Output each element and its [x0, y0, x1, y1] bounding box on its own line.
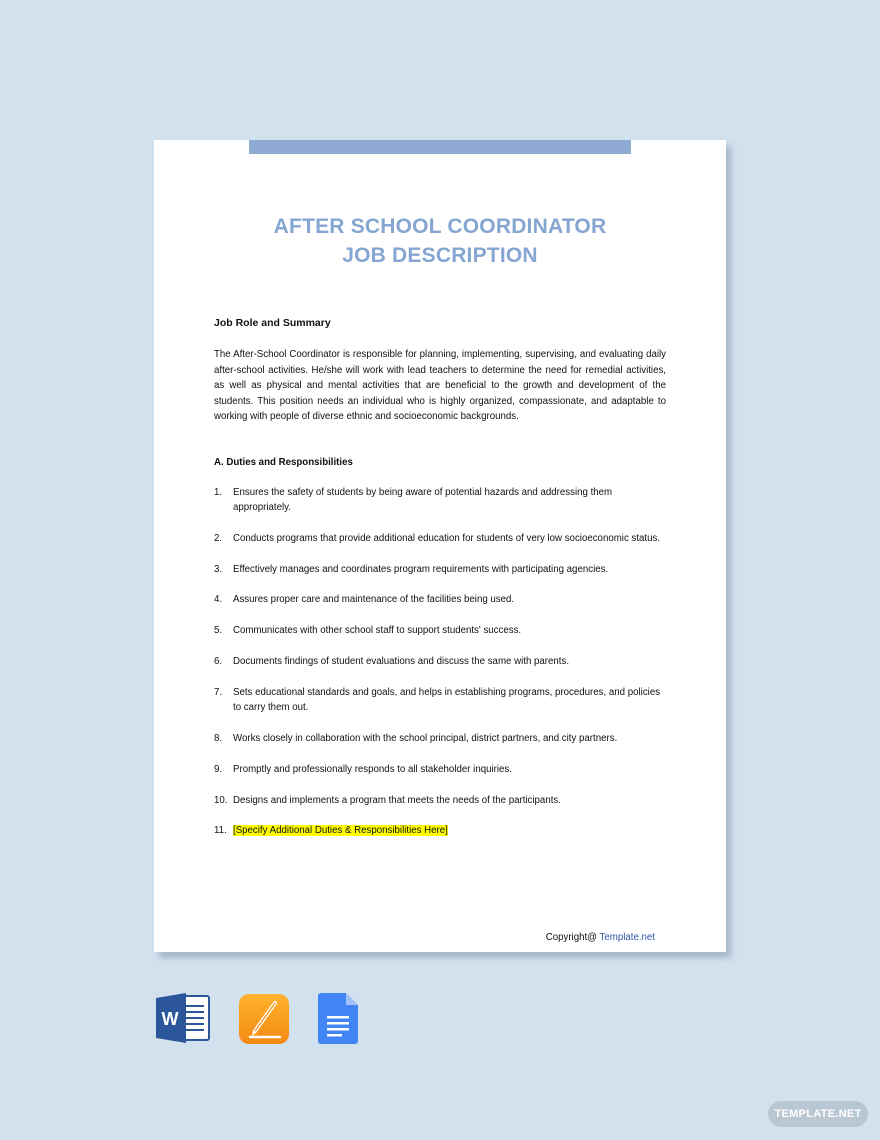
duty-item: [214, 762, 666, 778]
duty-item: [214, 731, 666, 747]
placeholder-highlight: [Specify Additional Duties & Responsibilities Here]: [233, 825, 448, 837]
word-icon[interactable]: [156, 993, 210, 1043]
duty-number: 7.: [214, 686, 223, 698]
duty-number: 9.: [214, 763, 223, 775]
pages-icon[interactable]: [238, 993, 290, 1045]
duty-text: Ensures the safety of students by being aware of potential hazards and addressing them appropriately.: [233, 486, 613, 513]
duty-item-placeholder: [214, 823, 666, 839]
duty-number: 5.: [214, 625, 223, 637]
template-net-watermark: TEMPLATE.NET: [768, 1101, 868, 1127]
duty-text: Communicates with other school staff to support students' success.: [233, 625, 522, 637]
duty-item: [214, 485, 666, 516]
duty-number: 1.: [214, 486, 223, 498]
document-page: [154, 140, 726, 952]
title-line-1: AFTER SCHOOL COORDINATOR: [273, 215, 607, 238]
duty-text: Conducts programs that provide additional education for students of very low socioeconomic status.: [233, 532, 661, 544]
copyright-prefix: Copyright@: [545, 932, 600, 943]
duty-item: [214, 592, 666, 608]
duty-text: Designs and implements a program that meets the needs of the participants.: [233, 794, 561, 806]
duty-item: [214, 793, 666, 809]
duty-number: 3.: [214, 563, 223, 575]
word-icon-letter: W: [161, 1009, 179, 1029]
duty-number: 10.: [214, 794, 228, 806]
section-heading-duties: A. Duties and Responsibilities: [214, 456, 353, 468]
duty-text: Works closely in collaboration with the school principal, district partners, and city partners.: [233, 733, 618, 745]
google-docs-icon[interactable]: [318, 993, 358, 1045]
duty-text: Assures proper care and maintenance of the facilities being used.: [233, 594, 515, 606]
duty-item: [214, 562, 666, 578]
duty-text: [233, 823, 666, 839]
duty-item: [214, 654, 666, 670]
duty-number: 6.: [214, 655, 223, 667]
duty-text: Effectively manages and coordinates program requirements with participating agencies.: [233, 563, 609, 575]
document-title: [154, 212, 726, 270]
duty-item: [214, 685, 666, 716]
duty-number: 2.: [214, 532, 223, 544]
duty-text: Promptly and professionally responds to all stakeholder inquiries.: [233, 763, 512, 775]
copyright-line: [546, 932, 655, 943]
summary-paragraph: The After-School Coordinator is responsible for planning, implementing, supervising, and evaluating daily after-school activities. He/she will work with lead teachers to determine the need for remedial activities, as well as physical and mental activities that are beneficial to the growth and development of the students. This position needs an individual who is highly organized, compassionate, and adaptable to working with people of diverse ethnic and socioeconomic backgrounds.: [214, 349, 666, 422]
section-heading-job-role: Job Role and Summary: [214, 317, 331, 329]
copyright-link[interactable]: Template.net: [599, 932, 655, 943]
duty-number: 11.: [214, 825, 227, 837]
title-line-2: JOB DESCRIPTION: [342, 244, 538, 267]
document-body: [214, 316, 666, 854]
duties-list: [214, 485, 666, 839]
duty-text: Documents findings of student evaluations and discuss the same with parents.: [233, 655, 570, 667]
duty-number: 4.: [214, 594, 223, 606]
header-accent-bar: [249, 140, 631, 154]
duty-text: Sets educational standards and goals, and helps in establishing programs, procedures, and policies to carry them out.: [233, 686, 661, 714]
duty-item: [214, 531, 666, 547]
duty-number: 8.: [214, 733, 223, 745]
duty-item: [214, 623, 666, 639]
